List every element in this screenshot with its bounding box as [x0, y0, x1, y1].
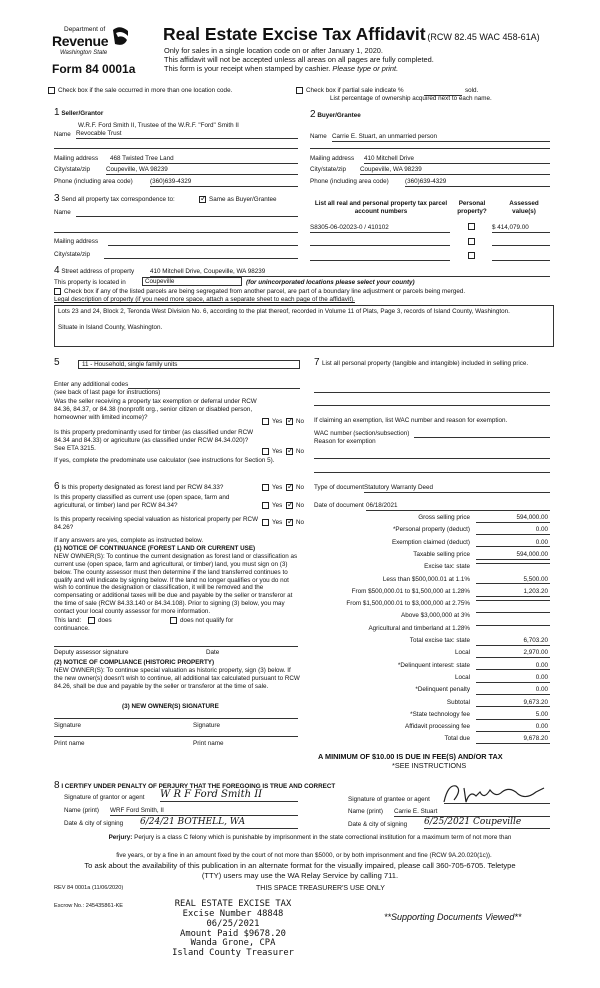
tax-row-value[interactable]: 0.00 — [476, 662, 550, 671]
wa-logo-icon — [110, 26, 130, 48]
compliance-heading: (2) NOTICE OF COMPLIANCE (HISTORIC PROPERTY) — [54, 659, 215, 666]
tax-row-value[interactable]: 5,500.00 — [476, 576, 550, 585]
exemption-yes-checkbox[interactable] — [262, 418, 269, 425]
stamp-line-1: REAL ESTATE EXCISE TAX — [174, 899, 292, 909]
tax-row-value[interactable] — [476, 563, 550, 564]
reason-label: Reason for exemption — [314, 438, 376, 445]
timber-yes-label: Yes — [272, 448, 283, 455]
current-use-no-checkbox[interactable] — [286, 502, 293, 509]
located-in-select[interactable]: Coupeville — [142, 277, 242, 286]
grantee-name-label: Name (print) — [348, 808, 383, 815]
accessibility-line-2: (TTY) users may use the WA Relay Service by calling 711. — [201, 871, 399, 880]
deputy-sig-label: Deputy assessor signature — [54, 649, 129, 656]
tax-row-value[interactable]: 594,000.00 — [476, 551, 550, 560]
historic-yes-label: Yes — [272, 519, 283, 526]
tax-row-label: Subtotal — [446, 698, 470, 706]
stamp-line-6: Island County Treasurer — [172, 948, 294, 959]
deputy-sig-line[interactable] — [54, 646, 298, 647]
forest-question — [54, 481, 260, 494]
personal-property-checkbox-2[interactable] — [468, 238, 475, 245]
seller-name-field[interactable]: Revocable Trust — [76, 130, 298, 139]
grantee-signature-scribble[interactable] — [440, 782, 550, 806]
timber-no-checkbox[interactable] — [286, 448, 293, 455]
seller-heading: Seller/Grantor — [61, 110, 104, 117]
legal-description-label: Legal description of property (if you need more space, attach a separate sheet to each page of the affidavit). — [54, 296, 355, 303]
historic-no-checkbox[interactable] — [286, 519, 293, 526]
perjury-text-1: Perjury is a class C felony which is punishable by imprisonment in the state correctional institution for a maximum term of not more than — [134, 834, 512, 841]
current-use-no-label: No — [296, 502, 305, 509]
stamp-line-4: Amount Paid $9678.20 — [180, 928, 286, 939]
multi-location-checkbox[interactable] — [48, 87, 55, 94]
tax-row-label: Above $3,000,000 at 3% — [401, 612, 470, 620]
tax-row-value[interactable] — [476, 600, 550, 601]
exemption-yes-label: Yes — [272, 418, 283, 425]
tax-row-value[interactable]: 6,703.20 — [476, 637, 550, 646]
tax-row-label: Local — [454, 673, 470, 681]
tax-row-value[interactable]: 5.00 — [476, 711, 550, 720]
tax-row-label: From $500,000.01 to $1,500,000 at 1.28% — [351, 587, 470, 595]
personal-property-line-2[interactable] — [314, 405, 550, 406]
continuance-body: NEW OWNER(S): To continue the current designation as forest land or classification as current use (open space, farm and agricultural, or timber) land, you must sign on (3) below. The county assessor must then determine if the land transferred continues to qualify and will indicate by signing below. If the land no longer qualifies or you do not wish to continue the designation or classification, it will be removed and the compensating or additional taxes will be due and payable by the seller or transferor at the time of sale (RCW 84.33.140 or 84.34.108). Prior to signing (3) below, you may contact your local county assessor for more information. — [54, 553, 298, 616]
located-note: (for unincorporated locations please select your county) — [246, 279, 415, 286]
section-4-number: 4 — [54, 265, 60, 276]
title-ref: (RCW 82.45 WAC 458-61A) — [427, 32, 540, 42]
tax-row-value[interactable]: 0.00 — [476, 539, 550, 548]
current-use-question: Is this property classified as current use (open space, farm and agricultural, or timber) land per RCW 84.34? — [54, 494, 230, 509]
correspondence-text: Send all property tax correspondence to: — [61, 196, 175, 203]
ownership-note: List percentage of ownership acquired next to each name. — [330, 95, 492, 102]
buyer-mail-field[interactable]: 410 Mitchell Drive — [364, 155, 550, 164]
grantee-sig-label: Signature of grantee or agent — [348, 796, 430, 803]
type-print-note: Please type or print. — [332, 64, 399, 73]
grantor-sig-label: Signature of grantor or agent — [64, 794, 145, 801]
buyer-name-line-2 — [310, 148, 550, 149]
seller-name-line-2 — [54, 148, 298, 149]
seller-city-label: City/state/zip — [54, 166, 91, 173]
exemption-no-checkbox[interactable] — [286, 418, 293, 425]
new-owner-sig-line-1[interactable] — [54, 718, 298, 719]
historic-question: Is this property receiving special valuation as historical property per RCW 84.26? — [54, 516, 259, 531]
timber-question: Is this property predominantly used for timber (as classified under RCW 84.34 and 84.33) or agriculture (as classified under RCW 84.34.020)? See ETA 3215. — [54, 429, 254, 452]
tax-row-label: Taxable selling price — [413, 550, 470, 558]
exemption-claim-label: If claiming an exemption, list WAC number and reason for exemption. — [314, 417, 508, 424]
same-as-buyer-checkbox[interactable] — [199, 196, 206, 203]
parcel-row-3[interactable] — [310, 260, 450, 261]
wac-label: WAC number (section/subsection) — [314, 430, 410, 437]
tax-row-label: *Delinquent interest: state — [397, 661, 470, 669]
section-8-number: 8 — [54, 780, 60, 791]
receipt-note: This form is your receipt when stamped by cashier. — [164, 64, 331, 73]
corr-mail-field[interactable] — [108, 245, 298, 246]
tax-row-value[interactable]: 594,000.00 — [476, 514, 550, 523]
tax-row-label: Gross selling price — [418, 514, 470, 521]
accessibility-line-1: To ask about the availability of this publication in an alternate format for the visually impaired, please call 360-705-6705. Teletype — [84, 861, 516, 870]
tax-row-value[interactable]: 0.00 — [476, 723, 550, 732]
current-use-yes-checkbox[interactable] — [262, 502, 269, 509]
perjury-line-1 — [70, 834, 550, 842]
partial-sale-checkbox[interactable] — [296, 87, 303, 94]
tax-row-label: Local — [454, 649, 470, 657]
rev-number: REV 84 0001a (11/06/2020) — [54, 885, 124, 891]
timber-yes-checkbox[interactable] — [262, 448, 269, 455]
assessed-row-3[interactable] — [492, 260, 550, 261]
section-1-number: 1 — [54, 107, 60, 118]
legal-description-box[interactable] — [54, 305, 554, 347]
historic-yes-checkbox[interactable] — [262, 519, 269, 526]
seller-mail-field[interactable]: 468 Twisted Tree Land — [110, 155, 298, 164]
header-sub-3 — [164, 64, 398, 73]
forest-yes-label: Yes — [272, 484, 283, 491]
buyer-mail-label: Mailing address — [310, 155, 355, 162]
reason-line-1[interactable] — [314, 458, 550, 459]
buyer-phone-field[interactable]: (360)639-4329 — [405, 178, 550, 187]
certify-text: I CERTIFY UNDER PENALTY OF PERJURY THAT THE FOREGOING IS TRUE AND CORRECT — [61, 783, 336, 790]
tax-row-label: Agricultural and timberland at 1.28% — [368, 624, 470, 632]
exemption-question: Was the seller receiving a property tax exemption or deferral under RCW 84.36, 84.37, or 84.38 (nonprofit org., senior citizen or disabled person, homeowner with limited income)? — [54, 398, 257, 421]
tax-row-label: *Delinquent penalty — [415, 686, 470, 694]
tax-row-value[interactable]: 1,203.20 — [476, 588, 550, 597]
personal-property-list-label: List all personal property (tangible and intangible) included in selling price. — [322, 360, 529, 367]
same-as-buyer-label: Same as Buyer/Grantee — [209, 196, 277, 203]
multi-location-label: Check box if the sale occurred in more than one location code. — [58, 87, 233, 94]
new-owner-sig-label-1: Signature — [54, 722, 81, 729]
doc-type-label: Type of document — [314, 484, 365, 491]
historic-no-label: No — [296, 519, 305, 526]
form-title — [163, 24, 540, 46]
grantee-date-field[interactable]: 6/25/2021 Coupeville — [424, 817, 550, 829]
treasurer-stamp — [170, 900, 296, 959]
additional-codes-note: (see back of last page for instructions) — [54, 389, 161, 396]
perjury-text-2: five years, or by a fine in an amount fixed by the court of not more than $5000, or by both imprisonment and fine (RCW 9A.20.020(1c)). — [116, 852, 492, 859]
section-5-number: 5 — [54, 357, 60, 368]
corr-name-line-2 — [54, 232, 298, 233]
buyer-heading: Buyer/Grantee — [317, 112, 361, 119]
forest-yes-checkbox[interactable] — [262, 484, 269, 491]
parcel-col-heading: List all real and personal property tax parcel account numbers — [314, 200, 448, 215]
located-in-label: This property is located in — [54, 279, 126, 286]
section-7-number: 7 — [314, 357, 320, 368]
doc-type-field[interactable]: Statutory Warranty Deed — [364, 484, 550, 493]
reason-line-2[interactable] — [314, 472, 550, 473]
minimum-due-note: A MINIMUM OF $10.00 IS DUE IN FEE(S) AND/OR TAX — [318, 752, 503, 761]
corr-name-field[interactable] — [76, 216, 298, 217]
tax-row-label: From $1,500,000.01 to $3,000,000 at 2.75% — [346, 600, 470, 608]
this-land-label: This land: — [54, 617, 82, 624]
corr-city-label: City/state/zip — [54, 251, 91, 258]
tax-row-label: Total due — [444, 735, 470, 743]
tax-row-value[interactable]: 9,678.20 — [476, 735, 550, 744]
stamp-line-3: 06/25/2021 — [206, 918, 260, 929]
tax-row-label: *State technology fee — [410, 710, 470, 718]
personal-property-checkbox-3[interactable] — [468, 252, 475, 259]
stamp-line-2: Excise Number 48848 — [182, 908, 284, 919]
grantor-date-field[interactable]: 6/24/21 BOTHELL, WA — [140, 817, 298, 829]
seller-name-line1: W.R.F. Ford Smith II, Trustee of the W.R.F. "Ford" Smith II — [78, 122, 239, 129]
treasurer-use-label: THIS SPACE TREASURER'S USE ONLY — [256, 885, 385, 892]
if-any-yes-note: If any answers are yes, complete as instructed below. — [54, 537, 204, 544]
grantee-date-label: Date & city of signing — [348, 821, 408, 828]
does-qualify-checkbox[interactable] — [88, 617, 95, 624]
forest-question-text: Is this property designated as forest land per RCW 84.33? — [61, 484, 224, 491]
form-number: Form 84 0001a — [52, 62, 136, 76]
grantor-name-field[interactable]: WRF Ford Smith, II — [110, 807, 298, 816]
new-owner-print-label-2: Print name — [193, 740, 224, 747]
new-owner-sig-heading: (3) NEW OWNER(S) SIGNATURE — [122, 703, 219, 710]
compliance-body: NEW OWNER(S): To continue special valuation as historic property, sign (3) below. If the new owner(s) doesn't wish to continue, all additional tax calculated pursuant to RCW 84.26, shall be due and payable by the seller or transferor at the time of sale. — [54, 667, 300, 690]
legal-description-text-2: Situate in Island County, Washington. — [58, 323, 163, 331]
buyer-section-heading — [310, 109, 361, 122]
seller-city-field[interactable]: Coupeville, WA 98239 — [106, 166, 298, 175]
forest-no-label: No — [296, 484, 305, 491]
grantor-name-label: Name (print) — [64, 807, 99, 814]
additional-codes-label: Enter any additional codes — [54, 381, 129, 388]
corr-city-field[interactable] — [104, 258, 298, 259]
washington-state-label: Washington State — [60, 50, 108, 56]
timber-calc-note: If yes, complete the predominate use calculator (see instructions for Section 5). — [54, 457, 275, 464]
tax-row-value[interactable]: 9,673.20 — [476, 699, 550, 708]
header-sub-2: This affidavit will not be accepted unless all areas on all pages are fully completed. — [164, 55, 434, 64]
buyer-name-label: Name — [310, 133, 327, 140]
street-address-field[interactable]: 410 Mitchell Drive, Coupeville, WA 98239 — [150, 268, 550, 277]
tax-row-value[interactable] — [476, 625, 550, 626]
exemption-no-label: No — [296, 418, 305, 425]
seller-name-label: Name — [54, 131, 71, 138]
personal-property-checkbox-1[interactable] — [468, 223, 475, 230]
stamp-line-5: Wanda Grone, CPA — [190, 938, 276, 949]
supporting-docs-viewed: **Supporting Documents Viewed** — [384, 912, 522, 922]
continuance-label: continuance. — [54, 625, 90, 632]
buyer-city-label: City/state/zip — [310, 166, 347, 173]
tax-row-label: Less than $500,000.01 at 1.1% — [382, 575, 470, 583]
tax-row-value[interactable]: 0.00 — [476, 686, 550, 695]
tax-row-label: Exemption claimed (deduct) — [391, 538, 470, 546]
buyer-phone-label: Phone (including area code) — [310, 178, 389, 185]
partial-sale-label: Check box if partial sale indicate % — [306, 87, 404, 94]
new-owner-print-label-1: Print name — [54, 740, 85, 747]
assessed-col-heading: Assessed value(s) — [509, 200, 539, 215]
tax-row-value[interactable]: 2,970.00 — [476, 649, 550, 658]
corr-mail-label: Mailing address — [54, 238, 99, 245]
doc-date-field[interactable]: 06/18/2021 — [366, 502, 550, 511]
deputy-date-label: Date — [206, 649, 220, 656]
buyer-city-field[interactable]: Coupeville, WA 98239 — [360, 166, 550, 175]
seller-section-heading — [54, 107, 103, 120]
does-label: does — [98, 617, 112, 624]
timber-no-label: No — [296, 448, 305, 455]
new-owner-print-line[interactable] — [54, 736, 298, 737]
seller-phone-label: Phone (including area code) — [54, 178, 133, 185]
revenue-logo — [52, 26, 124, 58]
tax-row-label: Total excise tax: state — [409, 637, 470, 644]
parcel-row-2[interactable] — [310, 245, 450, 246]
tax-row-label: Excise tax: state — [424, 563, 470, 571]
current-use-yes-label: Yes — [272, 502, 283, 509]
seller-phone-field[interactable]: (360)639-4329 — [150, 178, 298, 187]
dept-of-label: Department of — [64, 26, 106, 33]
personal-property-line-1[interactable] — [314, 392, 550, 393]
tax-row-value[interactable]: 0.00 — [476, 674, 550, 683]
wac-field[interactable] — [414, 437, 550, 438]
segregated-checkbox[interactable] — [54, 288, 61, 295]
tax-row-label: Affidavit processing fee — [405, 723, 470, 731]
continuance-heading: (1) NOTICE OF CONTINUANCE (FOREST LAND OR CURRENT USE) — [54, 545, 256, 552]
street-heading — [54, 265, 134, 278]
section-6-number: 6 — [54, 481, 60, 492]
correspondence-heading — [54, 193, 175, 206]
use-code-select[interactable]: 11 - Household, single family units — [78, 360, 300, 369]
tax-row-value[interactable] — [476, 612, 550, 613]
see-instructions-note: *SEE INSTRUCTIONS — [392, 761, 467, 770]
does-not-label: does not qualify for — [180, 617, 234, 624]
parcel-number-field[interactable]: S8305-06-02023-0 / 410102 — [310, 224, 450, 233]
buyer-name-field[interactable]: Carrie E. Stuart, an unmarried person — [332, 133, 550, 142]
personal-property-col-heading: Personal property? — [457, 200, 487, 215]
does-not-qualify-checkbox[interactable] — [170, 617, 177, 624]
street-label: Street address of property — [61, 268, 135, 275]
tax-row-value[interactable]: 0.00 — [476, 526, 550, 535]
assessed-value-field[interactable]: $ 414,079.00 — [492, 224, 550, 233]
section-3-number: 3 — [54, 193, 60, 204]
assessed-row-2[interactable] — [492, 245, 550, 246]
revenue-label: Revenue — [52, 33, 109, 49]
segregated-label: Check box if any of the listed parcels are being segregated from another parcel, are part of a boundary line adjustment or parcels being merged. — [64, 288, 466, 295]
seller-mail-label: Mailing address — [54, 155, 99, 162]
escrow-number: Escrow No.: 245435861-KE — [54, 903, 124, 909]
section-2-number: 2 — [310, 109, 316, 120]
grantor-date-label: Date & city of signing — [64, 820, 124, 827]
grantor-signature[interactable]: W R F Ford Smith II — [160, 789, 298, 802]
perjury-heading: Perjury: — [108, 834, 133, 841]
corr-name-label: Name — [54, 209, 71, 216]
new-owner-sig-label-2: Signature — [193, 722, 220, 729]
doc-date-label: Date of document — [314, 502, 364, 509]
partial-sold-label: sold. — [465, 87, 479, 94]
title-text: Real Estate Excise Tax Affidavit — [163, 24, 426, 44]
tax-row-label: *Personal property (deduct) — [392, 526, 470, 534]
header-sub-1: Only for sales in a single location code on or after January 1, 2020. — [164, 46, 383, 55]
legal-description-text-1: Lots 23 and 24, Block 2, Teronda West Division No. 6, according to the plat thereof, recorded in Volume 11 of Plats, Page 3, records of Island County, Washington. — [58, 308, 510, 315]
forest-no-checkbox[interactable] — [286, 484, 293, 491]
grantee-name-field[interactable]: Carrie E. Stuart — [394, 808, 550, 817]
